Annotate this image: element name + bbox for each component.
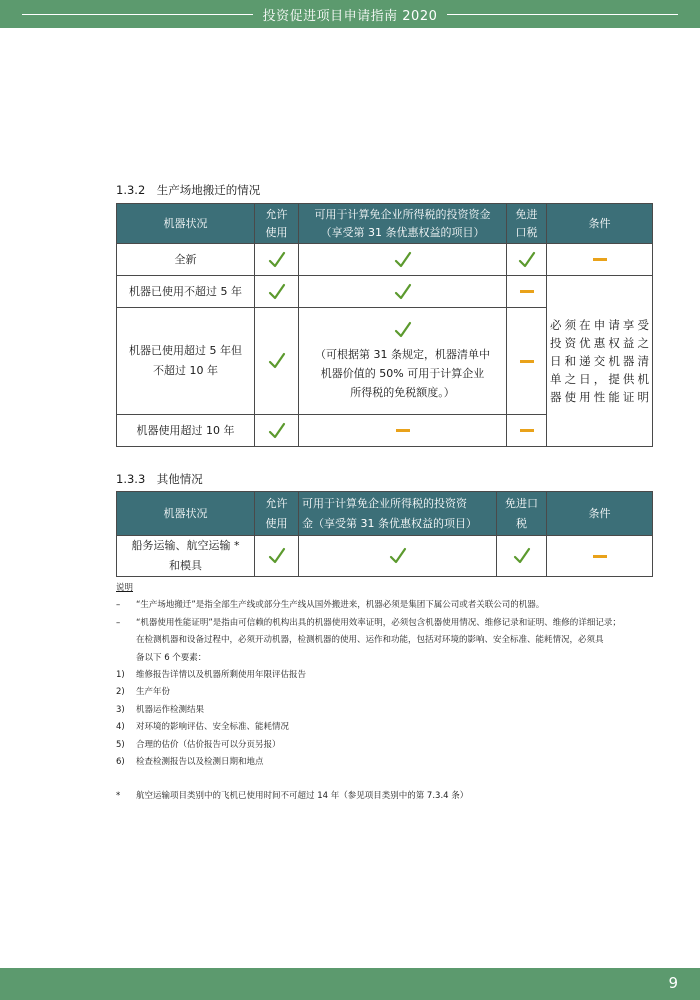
dash-icon [520,429,534,432]
col-investment-fund: 可用于计算免企业所得税的投资资金 （享受第 31 条优惠权益的项目） [299,204,507,244]
page-footer [0,968,700,1000]
note-item: – “生产场地搬迁”是指全部生产线或部分生产线从国外搬进来，机器必须是集团下属公司或者关联公司的机器。 [116,600,545,611]
footnote-star: * 航空运输项目类别中的飞机已使用时间不可超过 14 年（参见项目类别中的第 7.3.4 条） [116,791,469,802]
dash-icon [520,290,534,293]
section-1-3-3-title: 1.3.3 其他情况 [116,472,203,486]
col-allow-use: 允许 使用 [255,492,299,536]
notes-section [116,580,656,806]
check-icon [268,352,286,370]
table-header-row [117,204,653,244]
note-item: – “机器使用性能证明”是指由可信赖的机构出具的机器使用效率证明，必须包含机器使用情况、维修记录和证明、维修的详细记录； [116,617,621,628]
col-machine-status: 机器状况 [117,492,255,536]
col-investment-fund: 可用于计算免企业所得税的投资资 金（享受第 31 条优惠权益的项目） [299,492,497,536]
dash-icon [396,429,410,432]
check-icon [394,283,412,301]
list-item: 2) 生产年份 [116,687,171,698]
check-icon [394,321,412,339]
row-label: 机器已使用不超过 5 年 [117,276,255,308]
col-allow-use: 允许 使用 [255,204,299,244]
check-icon [518,251,536,269]
list-item: 5) 合理的估价（估价报告可以分页另报） [116,739,281,750]
list-item: 3) 机器运作检测结果 [116,704,205,715]
check-icon [268,422,286,440]
list-item: 4) 对环境的影响评估、安全标准、能耗情况 [116,722,290,733]
col-duty-free: 免进口 税 [497,492,547,536]
col-condition: 条件 [547,204,653,244]
dash-icon [593,555,607,558]
header-title: 投资促进项目申请指南 2020 [253,9,448,24]
note-continuation: 在检测机器和设备过程中，必须开动机器，检测机器的使用、运作和功能，包括对环境的影响、安全标准、能耗情况，必须具 [136,635,604,646]
page-number: 9 [668,974,678,992]
condition-cell: 必须在申请享受 投资优惠权益之 日和递交机器清 单之日，提供机 器使用性能证明 [547,276,653,447]
col-duty-free: 免进 口税 [507,204,547,244]
relocation-table [116,203,653,447]
table-header-row [117,492,653,536]
other-cases-table [116,491,653,577]
notes-heading: 说明 [116,583,134,593]
check-icon [268,547,286,565]
row-label: 船务运输、航空运输 * 和模具 [117,536,255,577]
check-icon [268,251,286,269]
list-item: 1) 维修报告详情以及机器所剩使用年限评估报告 [116,670,307,681]
check-icon [268,283,286,301]
row-label: 全新 [117,244,255,276]
dash-icon [520,360,534,363]
table-row [117,536,653,577]
check-icon [394,251,412,269]
note-continuation: 备以下 6 个要素： [136,652,207,663]
row-label: 机器使用超过 10 年 [117,415,255,447]
check-icon [389,547,407,565]
check-icon [513,547,531,565]
section-1-3-2-title: 1.3.2 生产场地搬迁的情况 [116,183,261,197]
allowance-note: （可根据第 31 条规定，机器清单中 机器价值的 50% 可用于计算企业 所得税的免税额度。） [315,348,490,399]
dash-icon [593,258,607,261]
list-item: 6) 检查检测报告以及检测日期和地点 [116,757,264,768]
col-condition: 条件 [547,492,653,536]
table-row [117,276,653,308]
table-row [117,244,653,276]
page-header [0,0,700,28]
row-label: 机器已使用超过 5 年但 不超过 10 年 [117,308,255,415]
col-machine-status: 机器状况 [117,204,255,244]
